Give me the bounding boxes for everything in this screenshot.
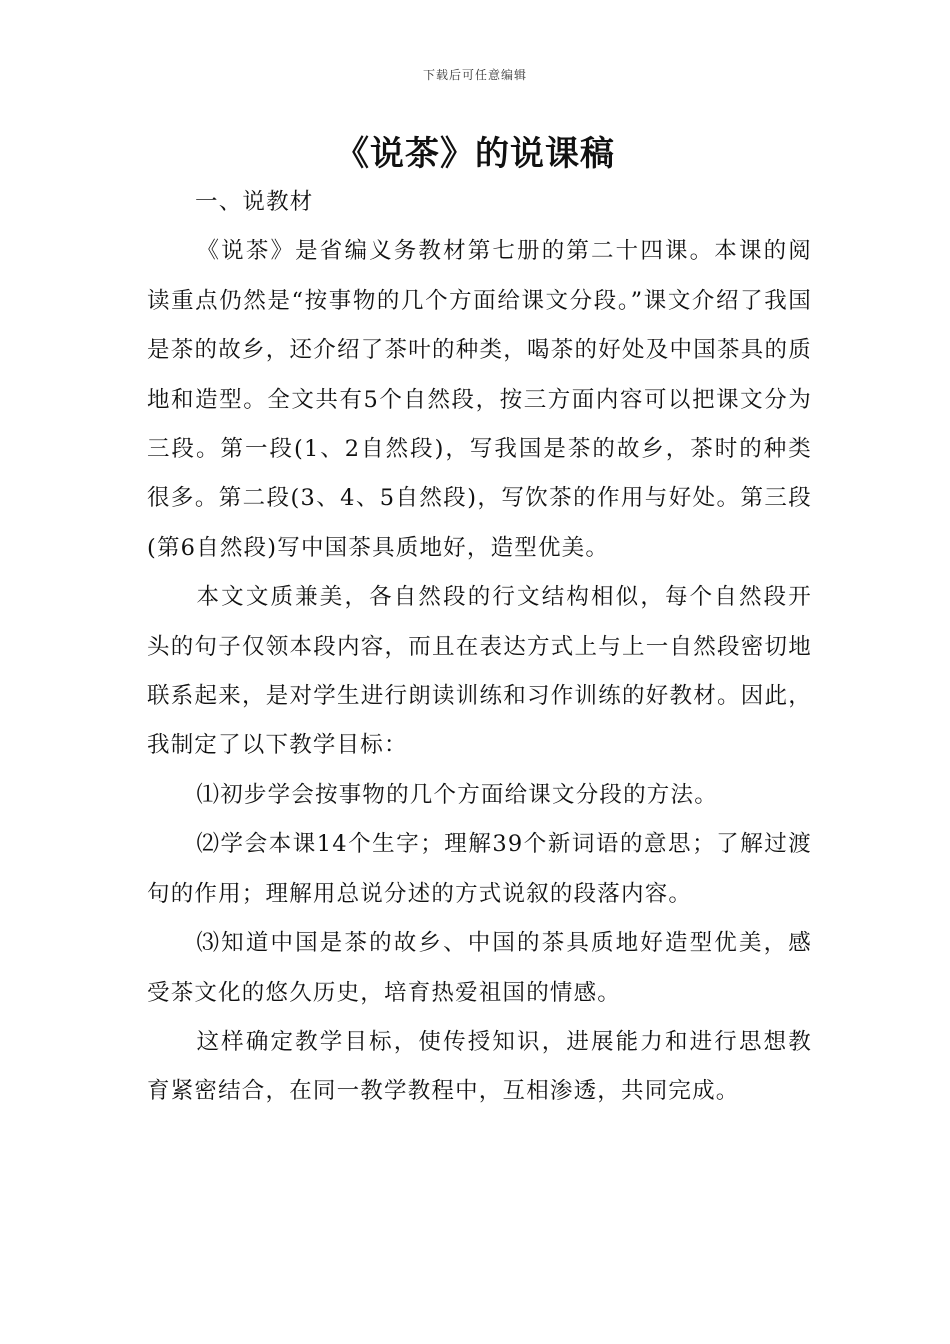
paragraph-conclusion: 这样确定教学目标，使传授知识，进展能力和进行思想教育紧密结合，在同一教学教程中，互相渗透，共同完成。 — [147, 1028, 812, 1105]
goal-item-1: ⑴初步学会按事物的几个方面给课文分段的方法。 — [196, 781, 718, 808]
document-body — [147, 178, 812, 1117]
paragraph-teaching-goals-intro: 本文文质兼美，各自然段的行文结构相似，每个自然段开头的句子仅领本段内容，而且在表达方式上与上一自然段密切地联系起来，是对学生进行朗读训练和习作训练的好教材。因此，我制定了以下教学目标： — [147, 584, 812, 759]
page-header-note: 下载后可任意编辑 — [422, 68, 527, 82]
document-title: 《说茶》的说课稿 — [335, 134, 615, 174]
paragraph-textbook-intro: 《说茶》是省编义务教材第七册的第二十四课。本课的阅读重点仍然是“按事物的几个方面给课文分段。”课文介绍了我国是茶的故乡，还介绍了茶叶的种类，喝茶的好处及中国茶具的质地和造型。全文共有5个自然段，按三方面内容可以把课文分为三段。第一段(1、2自然段)，写我国是茶的故乡，茶时的种类很多。第二段(3、4、5自然段)，写饮茶的作用与好处。第三段(第6自然段)写中国茶具质地好，造型优美。 — [147, 238, 812, 561]
goal-item-3: ⑶知道中国是茶的故乡、中国的茶具质地好造型优美，感受茶文化的悠久历史，培育热爱祖国的情感。 — [147, 930, 812, 1006]
goal-item-2: ⑵学会本课14个生字；理解39个新词语的意思；了解过渡句的作用；理解用总说分述的方式说叙的段落内容。 — [147, 831, 812, 907]
section-heading: 一、说教材 — [195, 189, 314, 215]
